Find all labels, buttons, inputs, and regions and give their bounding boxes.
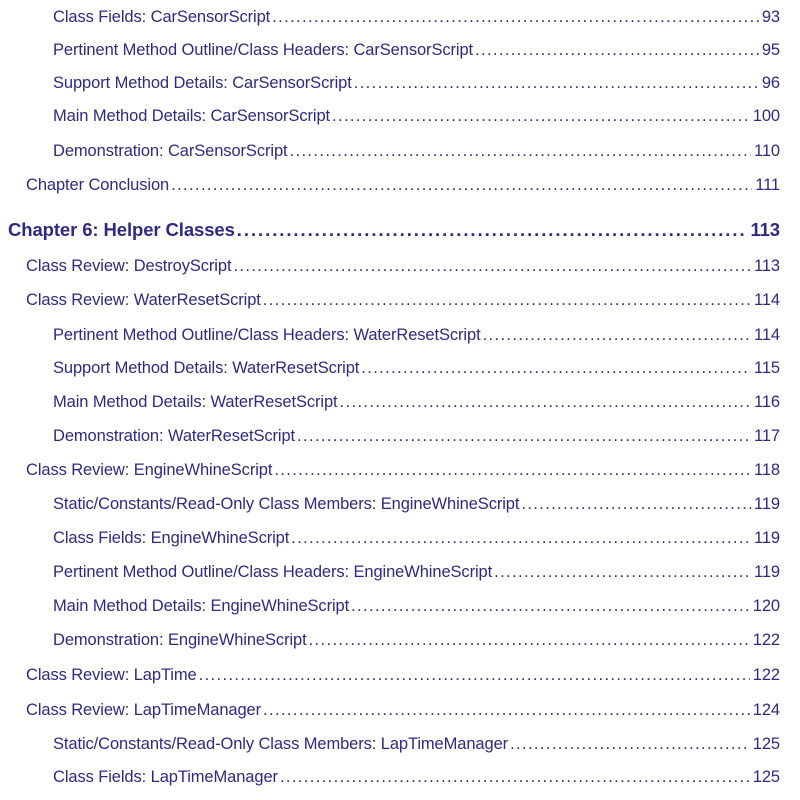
toc-entry-title: Demonstration: CarSensorScript [53, 142, 288, 160]
toc-entry[interactable] [0, 8, 780, 27]
toc-entry-title: Static/Constants/Read-Only Class Members: EngineWhineScript [53, 495, 520, 513]
toc-entry-page: 119 [753, 563, 780, 581]
dot-leader [291, 529, 751, 548]
toc-entry[interactable] [0, 359, 780, 378]
dot-leader [332, 107, 750, 126]
toc-entry[interactable] [0, 142, 780, 161]
dot-leader [309, 631, 750, 650]
toc-entry-title: Main Method Details: WaterResetScript [53, 393, 338, 411]
dot-leader [263, 291, 751, 310]
toc-entry[interactable] [0, 427, 780, 446]
toc-entry-title: Class Fields: EngineWhineScript [53, 529, 290, 547]
toc-entry-page: 115 [753, 359, 780, 377]
toc-entry-title: Class Review: WaterResetScript [26, 291, 261, 309]
toc-entry-title: Static/Constants/Read-Only Class Members: LapTimeManager [53, 735, 509, 753]
toc-entry[interactable] [0, 257, 780, 276]
toc-entry[interactable] [0, 563, 780, 582]
dot-leader [483, 326, 751, 345]
toc-entry-page: 116 [753, 393, 780, 411]
dot-leader [171, 176, 752, 195]
toc-entry-title: Class Fields: CarSensorScript [53, 8, 271, 26]
dot-leader [274, 461, 751, 480]
toc-entry[interactable] [0, 107, 780, 126]
toc-entry-page: 96 [761, 74, 780, 92]
toc-entry[interactable] [0, 176, 780, 195]
dot-leader [521, 495, 751, 514]
toc-entry-title: Main Method Details: EngineWhineScript [53, 597, 350, 615]
toc-entry-title: Chapter Conclusion [26, 176, 170, 194]
dot-leader [272, 8, 759, 27]
dot-leader [233, 257, 751, 276]
toc-entry-page: 119 [753, 495, 780, 513]
toc-entry-title: Class Review: DestroyScript [26, 257, 232, 275]
toc-entry-title: Pertinent Method Outline/Class Headers: CarSensorScript [53, 41, 474, 59]
toc-entry-title: Pertinent Method Outline/Class Headers: WaterResetScript [53, 326, 481, 344]
toc-entry[interactable] [0, 631, 780, 650]
toc-entry-page: 114 [753, 291, 780, 309]
toc-entry[interactable] [0, 768, 780, 787]
toc-entry-page: 113 [753, 257, 780, 275]
toc-entry-page: 119 [753, 529, 780, 547]
toc-entry[interactable] [0, 529, 780, 548]
toc-entry-page: 100 [752, 107, 780, 125]
dot-leader [290, 142, 751, 161]
dot-leader [263, 701, 750, 720]
toc-entry-title: Demonstration: WaterResetScript [53, 427, 296, 445]
dot-leader [351, 597, 750, 616]
toc-entry-page: 113 [750, 219, 780, 240]
toc-entry-title: Class Fields: LapTimeManager [53, 768, 278, 786]
dot-leader [354, 74, 759, 93]
toc-entry[interactable] [0, 735, 780, 754]
toc-entry-page: 122 [752, 666, 780, 684]
toc-entry-title: Demonstration: EngineWhineScript [53, 631, 307, 649]
dot-leader [475, 41, 759, 60]
toc-entry[interactable] [0, 326, 780, 345]
toc-entry-page: 125 [752, 735, 780, 753]
toc-entry-page: 114 [753, 326, 780, 344]
toc-entry-page: 122 [752, 631, 780, 649]
toc-entry-title: Chapter 6: Helper Classes [8, 219, 235, 240]
dot-leader [361, 359, 751, 378]
toc-entry[interactable] [0, 701, 780, 720]
toc-entry-title: Pertinent Method Outline/Class Headers: EngineWhineScript [53, 563, 493, 581]
dot-leader [494, 563, 751, 582]
toc-entry[interactable] [0, 666, 780, 685]
toc-entry-page: 111 [755, 176, 780, 194]
toc-entry-page: 118 [753, 461, 780, 479]
toc-entry[interactable] [0, 74, 780, 93]
toc-entry-title: Class Review: LapTime [26, 666, 197, 684]
toc-entry-page: 110 [753, 142, 780, 160]
dot-leader [297, 427, 751, 446]
dot-leader [280, 768, 750, 787]
dot-leader [237, 219, 748, 241]
toc-entry[interactable] [0, 393, 780, 412]
toc-entry-page: 93 [761, 8, 780, 26]
dot-leader [340, 393, 751, 412]
toc-entry-page: 124 [752, 701, 780, 719]
dot-leader [510, 735, 750, 754]
toc-entry-page: 125 [752, 768, 780, 786]
toc-entry-title: Class Review: EngineWhineScript [26, 461, 273, 479]
toc-entry-title: Main Method Details: CarSensorScript [53, 107, 331, 125]
toc-entry-page: 117 [753, 427, 780, 445]
toc-entry-title: Class Review: LapTimeManager [26, 701, 262, 719]
toc-entry[interactable] [0, 291, 780, 310]
dot-leader [199, 666, 750, 685]
toc-entry-page: 120 [752, 597, 780, 615]
toc-entry[interactable] [0, 495, 780, 514]
toc-entry[interactable] [0, 461, 780, 480]
toc-entry-title: Support Method Details: CarSensorScript [53, 74, 352, 92]
toc-chapter-heading[interactable] [0, 219, 780, 241]
toc-entry-page: 95 [761, 41, 780, 59]
toc-entry[interactable] [0, 41, 780, 60]
toc-entry-title: Support Method Details: WaterResetScript [53, 359, 360, 377]
toc-entry[interactable] [0, 597, 780, 616]
